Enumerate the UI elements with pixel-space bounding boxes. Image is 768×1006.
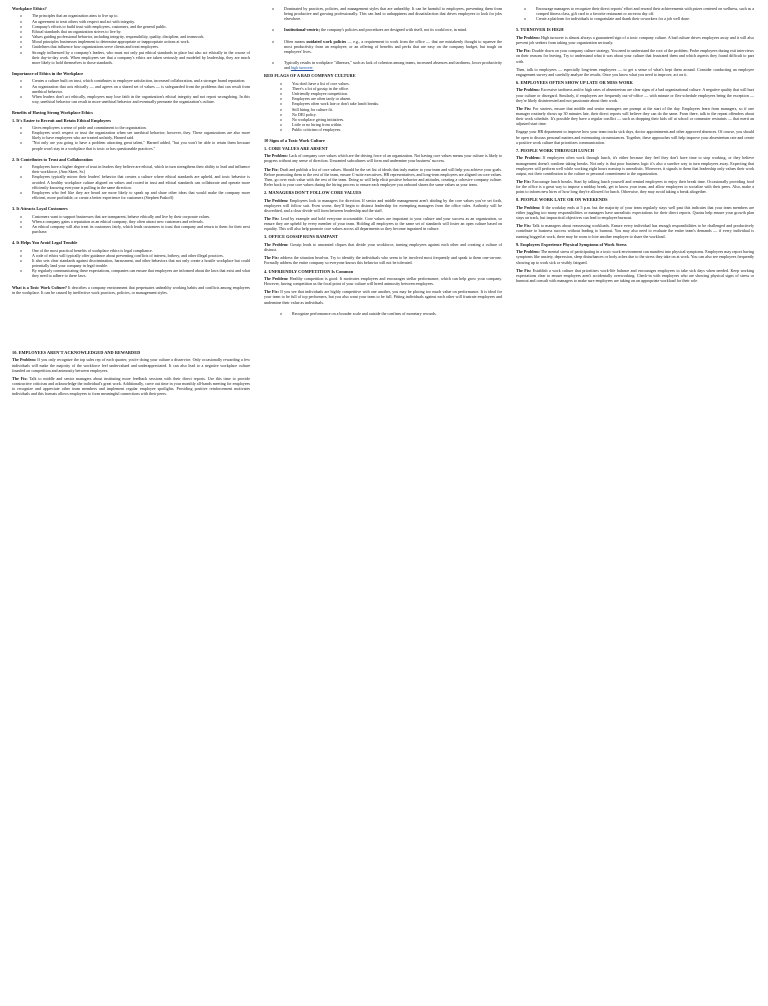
list-item: o Guidelines that influence how organizations serve clients and treat employees. xyxy=(12,44,250,49)
fix-paragraph xyxy=(264,255,502,265)
problem-paragraph xyxy=(264,276,502,286)
term-text: the company's policies and procedures are designed with itself, not its workforce, in mind. xyxy=(319,27,468,33)
list-item: o Create a platform for individuals to congratulate and thank their coworkers for a job well done. xyxy=(516,16,754,21)
column-middle xyxy=(264,6,502,319)
list-item: o No DEI policy. xyxy=(264,112,502,117)
toxic-culture-definition xyxy=(12,285,250,295)
fix-text: For starters, ensure that middle and senior managers are prompt at the start of the day. Employees learn from managers, so if one manager routinely shows up 30 minutes late, their direct reports will believe they can do the same. From there, talk to the repeat offenders about their work schedule. It's possible they have a regular conflict — such as dropping their kids off at school or commuter restraints — that merit an adjusted start time. xyxy=(516,105,754,127)
list-item: o By regularly communicating these expectations, companies can ensure that employees are informed about the laws that exist and what they need to adhere to these laws. xyxy=(12,268,250,278)
definition-text: It describes a company environment that perpetuates unhealthy working habits and conflicts among employees in the workplace. It can be caused by ineffective work practices, policies, or management styles. xyxy=(12,284,250,295)
section-heading: Importance of Ethics in the Workplace xyxy=(12,70,84,76)
term-bold: outdated work policies xyxy=(306,38,347,44)
fix-text: Talk to middle and senior managers about instituting more feedback sessions with their direct reports. Use this time to provide constructive criticism and acknowledge the individual's great work. Additionally, carve out time in your monthly all-hands meeting for employees to recognize and appreciate other team members and implement regular employee spotlights. Providing positive reinforcement motivates individuals and this formats allows employees to form meaningful connections with their peers. xyxy=(12,375,250,397)
bullet-list xyxy=(12,78,250,104)
bullet-list xyxy=(12,13,250,65)
list-item: o Customers want to support businesses that are transparent, behave ethically and live by their corporate values. xyxy=(12,214,250,219)
list-item: o "Not only are you going to have a problem attracting great talent," Harned added, "but you won't be able to retain them because people won't stay in a workplace that is toxic or has questionable practices." xyxy=(12,140,250,150)
list-item: o Employees won't respect or trust the organization when see unethical behavior; however, they. These organizations are also more likely to have employees who are treated unfairly, Harned said. xyxy=(12,130,250,140)
list-item: o An ethical company will also treat its customers fairly, which leads customers to trust that company and return to them for their next purchase. xyxy=(12,224,250,234)
section-heading: Workplace Ethics? xyxy=(12,6,47,11)
column-left xyxy=(12,6,250,399)
fix-label: The Fix: xyxy=(516,48,531,54)
fix-text: address the situation head-on. Try to identify the individuals who seem to be involved most frequently and speak to them one-on-one. Formally address the entire company so everyone knows this behavior will not be tolerated. xyxy=(264,255,502,266)
section-heading-9: 9. Employees Experience Physical Symptoms of Work Stress xyxy=(516,241,627,247)
bullet-list xyxy=(12,125,250,151)
section-heading: Benefits of Having Strong Workplace Ethics xyxy=(12,110,93,116)
problem-paragraph xyxy=(516,205,754,220)
list-item: o No workplace giving initiatives. xyxy=(264,117,502,122)
list-item: o There's a lot of gossip in the office. xyxy=(264,86,502,91)
fix-paragraph xyxy=(12,376,250,397)
fix-text: Talk to managers about reassessing workloads. Ensure every individual has enough responsibilities to be challenged and productively contribute to business success without leading to burnout. You may also need to evaluate the entire team's demands — if every individual is running bogged at work, there may be room to hire another employee to share the workload. xyxy=(516,223,754,239)
problem-paragraph xyxy=(264,198,502,213)
item-text: Typically results in workplace "illnesses," such as lack of cohesion among teams, increased absences and tardiness, lower productivity and xyxy=(284,60,502,71)
section-heading-1: 1. CORE VALUES ARE ABSENT xyxy=(264,145,328,151)
list-item: o Little or no hiring from within. xyxy=(264,122,502,127)
list-item: o Moral principles businesses implement to determine appropriate or inappropriate actions at work. xyxy=(12,39,250,44)
fix-label: The Fix: xyxy=(264,216,280,221)
section-heading: RED FLAGS OF A BAD COMPANY CULTURE xyxy=(264,73,356,79)
fix-text: Lead by example and hold everyone accountable. Core values are important to your culture and your success as an organization, so ensure they are upheld by every member of your team. Holding all employees to the same set of standards will foster an open culture based on equality. This will also help promote core values across all departments so they become ingrained in culture. xyxy=(264,216,502,232)
list-item: o Values guiding professional behavior, including integrity, responsibility, quality, discipline, and teamwork. xyxy=(12,34,250,39)
problem-paragraph xyxy=(264,153,502,163)
problem-label: The Problem: xyxy=(516,155,541,161)
subsection-heading: 3. It Attracts Loyal Customers xyxy=(12,206,68,212)
problem-label: The Problem: xyxy=(264,275,289,281)
section-heading-10: 10. EMPLOYEES AREN'T ACKNOWLEDGED AND REWARDED xyxy=(12,349,141,355)
bullet-list xyxy=(12,164,250,200)
section-heading-7: 7. PEOPLE WORK THROUGH LUNCH xyxy=(516,147,594,153)
list-item: o Strongly influenced by a company's leaders, who must not only put ethical standards in place but also act ethically in the course of their day-to-day work. When employees see that a company's ethics are taken seriously and modeled by leadership, they are much more likely to hold themselves to those standards. xyxy=(12,50,250,65)
list-item: o When leaders don't act ethically, employees may lose faith in the organization's ethical integrity and not report wrongdoing. In this way, unethical behavior can result in more unethical behavior and eventually permeate the organization's culture. xyxy=(12,94,250,104)
problem-label: The Problem: xyxy=(264,241,289,247)
problem-text: If employees often work through lunch, it's either because they feel they don't have time to stop working, or they believe management doesn't condone taking breaks. Not only is that poor business logic it's also a surefire way to turn employees away. Expecting that employees will perform well while working eight hours nonstop is unrealistic. Moreover, it signals to them that leadership only values their work output, not their contribution to the culture or personal commitment to the organization. xyxy=(516,155,754,176)
fix-label: The Fix: xyxy=(516,178,531,184)
bullet-list xyxy=(264,27,502,32)
problem-paragraph xyxy=(516,35,754,45)
section-heading-8: 8. PEOPLE WORK LATE OR ON WEEKENDS xyxy=(516,197,608,203)
fix-text: Draft and publish a list of core values. Should be the set list of ideals that truly matter to your team and will help you achieve your goals. Before promoting them to the rest of the team, ensure C-suite executives, HR representatives, and long-term employees are aligned on core values. Then, go over each value with the rest of the team. Doing so will help elicit positive behavior and attitudes, creating a cohesive company culture. Refer back to your core values during the hiring process to ensure each employee you onboard shares the same values as your team. xyxy=(264,166,502,187)
problem-text: Lack of company core values which are the driving force of an organization. Not having core values means your culture is likely to progress without any sense of direction. Unwanted subcultures will form and undermine your business' success. xyxy=(264,153,503,164)
fix-text: Encourage lunch breaks. Start by talking lunch yourself and remind employees to enjoy their break time. Occasionally providing food for the office is a great way to impose a midday break, get to know your team, and allow employees to socialize with their peers. Also, make a point to inform new hires of how long they're allowed for lunch. Otherwise, they may avoid taking a break altogether. xyxy=(516,178,754,195)
list-item: o You don't have a list of core values. xyxy=(264,81,502,86)
problem-paragraph xyxy=(516,87,754,102)
problem-label: The Problem: xyxy=(264,153,288,159)
list-item: o It also sets clear standards against discrimination, harassment, and other behaviors that not only create a hostile workplace but could potentially land your company in legal trouble. xyxy=(12,258,250,268)
fix-label: The Fix: xyxy=(264,289,279,295)
list-item: o Public criticism of employees. xyxy=(264,127,502,132)
list-item: o The principles that an organization aims to live up to. xyxy=(12,13,250,18)
fix-paragraph xyxy=(516,223,754,238)
list-item: o Recognize performance on a broader scale and outside the confines of monetary rewards. xyxy=(264,311,502,316)
section-heading-5: 5. TURNOVER IS HIGH xyxy=(516,27,564,33)
problem-text: Employees look to managers for direction. If senior and middle management aren't abiding by the core values you've set forth, employees will follow suit. Even worse, they'll begin to distrust leadership for exempting managers from the office rules. Authority will be discredited, and a clear divide will form between leadership and the staff. xyxy=(264,197,502,213)
list-item: o Employees often work late or don't take lunch breaks. xyxy=(264,101,502,106)
fix-paragraph xyxy=(264,289,502,304)
problem-paragraph xyxy=(264,242,502,252)
problem-label: The Problem: xyxy=(516,249,540,255)
list-item xyxy=(264,60,502,70)
list-item xyxy=(264,27,502,32)
section-heading-3: 3. OFFICE GOSSIP RUNS RAMPANT xyxy=(264,234,339,240)
problem-label: The Problem: xyxy=(12,357,37,363)
section-heading-2: 2. MANAGERS DON'T FOLLOW CORE VALUES xyxy=(264,190,362,196)
bullet-list xyxy=(264,39,502,54)
fix-text: Establish a work culture that prioritizes work-life balance and encourages employees to take sick days when needed. Keep working expectations clear to ensure employees aren't accidentally overworking. Check-in with employees who are showing physical signs of stress or burnout and consult with managers to make sure employees are taking on an appropriate workload for their role. xyxy=(516,267,754,283)
fix-text: If you see that individuals are highly competitive with one another, you may be placing too much value on performance. It is ideal for your team to be full of top performers, but you also want your team to be full. Pitting individuals against each other will frustrate employees and undermine their value as individuals. xyxy=(264,289,502,305)
problem-label: The Problem: xyxy=(264,197,289,203)
bullet-list xyxy=(12,214,250,235)
list-item: o Unfriendly employee competition. xyxy=(264,91,502,96)
problem-text: If you only recognize the top sales rep of each quarter, you're doing your culture a disservice. Only occasionally rewarding a few individuals will make the majority of the workforce feel undervalued and underappreciated. It can also lead to a negative workplace culture founded on competition and animosity between employees. xyxy=(12,357,250,373)
problem-text: High turnover is almost always a guaranteed sign of a toxic company culture. A bad culture drives employees away and it will also prevent job seekers from taking your organization seriously. xyxy=(516,34,754,46)
list-item: o Employees are often tardy or absent. xyxy=(264,96,502,101)
list-item: o Employees typically mirror their leaders' behavior that creates a culture where ethical standards are upheld, and toxic behavior is avoided. A healthy workplace culture aligned on values and rooted in trust and ethical standards can collaborate and operate more efficiently knowing everyone is pulling in the same direction. xyxy=(12,174,250,189)
section-heading-6: 6. EMPLOYEES OFTEN SHOW UP LATE OR MISS WORK xyxy=(516,79,633,85)
fix-label: The Fix: xyxy=(516,223,532,229)
list-item: o Encourage managers to recognize their direct reports' effort and reward their achievements with prizes centered on wellness, such as a comped fitness class, gift card to a favorite restaurant or an extra day off. xyxy=(516,6,754,16)
fix-label: The Fix: xyxy=(264,255,279,261)
list-item: o An organization that acts ethically — and agrees on a shared set of values — is safeguarded from the problems that can result from unethical behavior. xyxy=(12,84,250,94)
list-item: o Still hiring for culture fit. xyxy=(264,107,502,112)
subsection-heading: 2. It Contributes to Trust and Collaboration xyxy=(12,156,93,162)
list-item xyxy=(264,39,502,54)
list-item: o When a company gains a reputation as an ethical company, they often attract new customers and referrals. xyxy=(12,219,250,224)
list-item: o Employees have a higher degree of trust in leaders they believe are ethical, which in turn strengthens their ability to lead and influence their workforce. (Ann Skeet, Sr.) xyxy=(12,164,250,174)
fix-label: The Fix: xyxy=(516,267,532,273)
list-item: o Company's efforts to build trust with employees, customers, and the general public. xyxy=(12,24,250,29)
bullet-list xyxy=(12,248,250,279)
bullet-list xyxy=(264,6,502,21)
fix-label: The Fix: xyxy=(516,105,532,111)
list-item: o Creates a culture built on trust, which contributes to employee satisfaction, increased collaboration, and a stronger brand reputation. xyxy=(12,78,250,83)
problem-paragraph xyxy=(516,249,754,264)
fix-paragraph xyxy=(264,216,502,231)
problem-label: The Problem: xyxy=(516,34,540,40)
term-text: — e.g., a requirement to work from the office — that are mistakenly thought to squeeze the most productivity from an employee, or an offering of benefits and perks that are easy on the company budget, but tough on employees' lives. xyxy=(284,38,503,54)
list-item: o A code of ethics will typically offer guidance about preventing conflicts of interest, bribery, and other illegal practices. xyxy=(12,253,250,258)
extra-paragraph: Engage your HR department to improve how your team tracks sick days, doctor appointments and other approved absences. Of course, you should be open to discuss personal matters and extenuating circumstances. Together, these approaches will help improve your absenteeism rate and create a positive work culture that prioritizes communication. xyxy=(516,129,754,145)
term-bold: Institutional-centric; xyxy=(284,27,320,33)
list-item: o Gives employees a sense of pride and commitment to the organization. xyxy=(12,125,250,130)
fix-paragraph xyxy=(516,179,754,194)
problem-label: The Problem: xyxy=(516,204,541,210)
problem-paragraph xyxy=(516,155,754,176)
subsection-heading: 1. It's Easier to Recruit and Retain Ethical Employees xyxy=(12,117,111,123)
high-turnover-link[interactable]: high turnover. xyxy=(290,65,314,71)
fix-label: The Fix: xyxy=(264,166,279,172)
fix-paragraph xyxy=(264,167,502,188)
bullet-list xyxy=(264,81,502,133)
bullet-list xyxy=(264,60,502,70)
problem-label: The Problem: xyxy=(516,87,540,93)
list-item: o Ethical standards that an organization strives to live by. xyxy=(12,29,250,34)
definition-term: What is a Toxic Work Culture? xyxy=(12,284,67,290)
term-prefix: Often means xyxy=(284,38,307,44)
list-item: o One of the most practical benefits of workplace ethics is legal compliance. xyxy=(12,248,250,253)
extra-paragraph: Then, talk to employees — especially long-term employees — to get a sense of what's kept them around. Consider conducting an employee engagement survey and carefully analyze the results. Once you know what you need to improve, act on it. xyxy=(516,66,754,77)
column-right xyxy=(516,6,754,286)
bullet-list xyxy=(264,311,502,316)
section-heading-4: 4. UNFRIENDLY COMPETITION Is Common xyxy=(264,268,354,274)
fix-paragraph xyxy=(516,48,754,63)
section-heading: 10 Signs of a Toxic Work Culture xyxy=(264,138,325,144)
list-item: o An agreement to treat others with respect and act with integrity. xyxy=(12,19,250,24)
fix-text: Double down on your company culture strategy. You need to understand the root of the problem. Probe employees during exit interviews on their reasons for leaving. Try to understand what it was about your culture that frustrated them and which aspects they found difficult to part with. xyxy=(516,48,755,64)
bullet-list xyxy=(516,6,754,21)
problem-text: If the workday ends at 5 p.m. but the majority of your team regularly stays well past this indicates that your team members are either juggling too many responsibilities or managers have unrealistic expectations for their direct reports. Quotas help ensure your growth plan stays on track, but impractical objectives can lead to employee burnout. xyxy=(516,204,754,221)
problem-text: Healthy competition is good. It motivates employees and encourages stellar performance, which can help grow your company. However, having competition as the focal point of your culture will breed animosity between employees. xyxy=(264,275,502,287)
fix-label: The Fix: xyxy=(12,375,28,381)
problem-text: Gossip leads to unwanted cliques that divide your workforce, turning employees against each other and creating a culture of distrust. xyxy=(264,241,502,253)
fix-paragraph xyxy=(516,106,754,127)
problem-text: The mental stress of participating in a toxic work environment can manifest into physical symptoms. Employees may report having symptoms like anxiety, depression, sleep disturbances or body aches due to the stress they take on at work. You can also see employees frequently showing up to work sick or visibly fatigued. xyxy=(516,249,754,265)
fix-paragraph xyxy=(516,268,754,283)
list-item: o Employees who feel like they are heard are more likely to speak up and share other ideas that would make the company more efficient, more profitable, or create a better experience for customers (Stephen Paskoff) xyxy=(12,190,250,200)
list-item: o Dominated by practices, policies, and management styles that are unhealthy. It can be harmful to employees, preventing them from being productive and growing professionally. This can lead to unhappiness and dissatisfaction that drives employees to look for jobs elsewhere. xyxy=(264,6,502,21)
problem-text: Excessive tardiness and/or high rates of absenteeism are clear signs of a bad organizational culture. A negative quality that will hurt your culture or disregard. Similarly, if employees are frequently out-of-office — with minute or flex-schedule employees being the exception — they're likely disinterested and not passionate about their work. xyxy=(516,87,754,103)
problem-paragraph xyxy=(12,357,250,372)
subsection-heading: 4. It Helps You Avoid Legal Trouble xyxy=(12,240,78,246)
